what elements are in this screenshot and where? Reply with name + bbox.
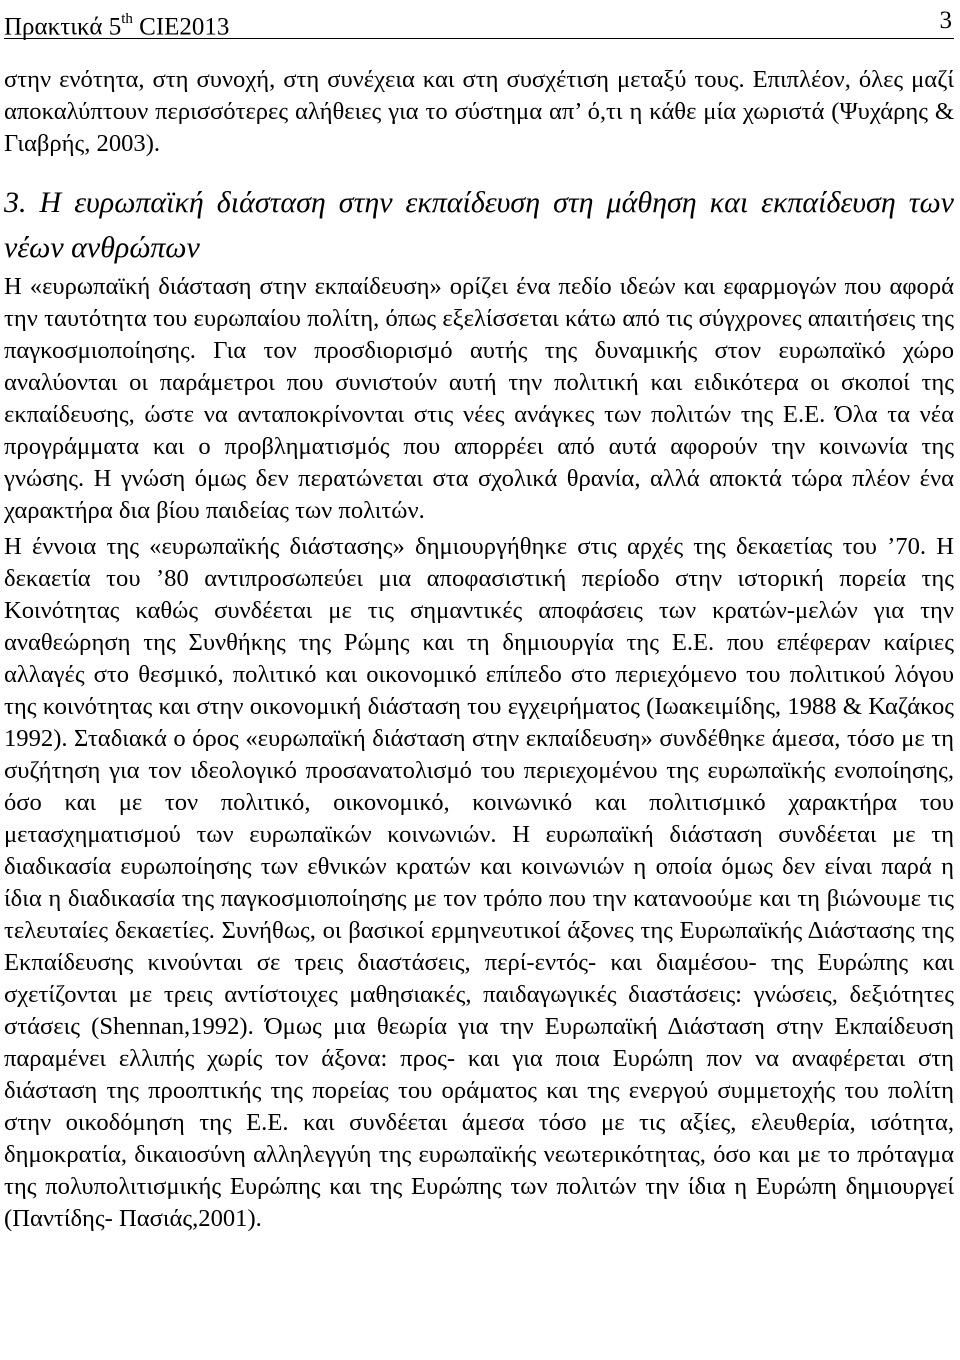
running-title-suffix: CIE2013: [132, 13, 230, 41]
page-body: [4, 64, 954, 1235]
running-title: [4, 6, 229, 42]
intro-paragraph: στην ενότητα, στη συνοχή, στη συνέχεια και στη συσχέτιση μεταξύ τους. Επιπλέον, όλες μαζί αποκαλύπτουν περισσότερες αλήθειες για το σύστημα απ’ ό,τι η κάθε μία χωριστά (Ψυχάρης & Γιαβρής, 2003).: [4, 66, 954, 157]
page-header: [4, 4, 954, 39]
section-heading: 3. Η ευρωπαϊκή διάσταση στην εκπαίδευση στη μάθηση και εκπαίδευση των νέων ανθρώπων: [4, 186, 954, 264]
body-paragraph-2: Η έννοια της «ευρωπαϊκής διάστασης» δημιουργήθηκε στις αρχές της δεκαετίας του ’70. Η δεκαετία του ’80 αντιπροσωπεύει μια αποφασιστική περίοδο στην ιστορική πορεία της Κοινότητας καθώς συνδέεται με τις σημαντικές αποφάσεις των κρατών-μελών για την αναθεώρηση της Συνθήκης της Ρώμης και τη δημιουργία της Ε.Ε. που επέφεραν καίριες αλλαγές στο θεσμικό, πολιτικό και οικονομικό επίπεδο στο περιεχόμενο του πολιτικού λόγου της κοινότητας και στην οικονομική διάσταση του εγχειρήματος (Ιωακειμίδης, 1988 & Καζάκος 1992). Σταδιακά ο όρος «ευρωπαϊκή διάσταση στην εκπαίδευση» συνδέθηκε άμεσα, τόσο με τη συζήτηση για τον ιδεολογικό προσανατολισμό του περιεχομένου της ευρωπαϊκής ενοποίησης, όσο και με τον πολιτικό, οικονομικό, κοινωνικό και πολιτισμικό χαρακτήρα του μετασχηματισμού των ευρωπαϊκών κοινωνιών. Η ευρωπαϊκή διάσταση συνδέεται με τη διαδικασία ευρωποίησης των εθνικών κρατών και κοινωνιών η οποία όμως δεν είναι παρά η ίδια η διαδικασία της παγκοσμιοποίησης με τον τρόπο που την κατανοούμε και τη βιώνουμε τις τελευταίες δεκαετίες. Συνήθως, οι βασικοί ερμηνευτικοί άξονες της Ευρωπαϊκής Διάστασης της Εκπαίδευσης κινούνται σε τρεις διαστάσεις, περί-εντός- και διαμέσου- της Ευρώπης και σχετίζονται με τρεις αντίστοιχες μαθησιακές, παιδαγωγικές διαστάσεις: γνώσεις, δεξιότητες στάσεις (Shennan,1992). Όμως μια θεωρία για την Ευρωπαϊκή Διάσταση στην Εκπαίδευση παραμένει ελλιπής χωρίς τον άξονα: προς- και για ποια Ευρώπη πον να αναφέρεται στη διάσταση της προοπτικής της πορείας του οράματος και της ενεργού συμμετοχής του πολίτη στην οικοδόμηση της Ε.Ε. και συνδέεται άμεσα τόσο με τις αξίες, ελευθερία, ισότητα, δημοκρατία, δικαιοσύνη αλληλεγγύη της ευρωπαϊκής νεωτερικότητας, όσο και με το πρόταγμα της πολυπολιτισμικής Ευρώπης και της Ευρώπης των πολιτών την ίδια η Ευρώπη δημιουργεί (Παντίδης- Πασιάς,2001).: [4, 533, 954, 1232]
running-title-superscript: th: [121, 11, 133, 27]
page-number: 3: [939, 7, 952, 34]
running-title-prefix: Πρακτικά 5: [4, 13, 122, 41]
body-paragraph-1: Η «ευρωπαϊκή διάσταση στην εκπαίδευση» ορίζει ένα πεδίο ιδεών και εφαρμογών που αφορά την ταυτότητα του ευρωπαίου πολίτη, όπως εξελίσσεται κάτω από τις σύγχρονες απαιτήσεις της παγκοσμιοποίησης. Για τον προσδιορισμό αυτής της δυναμικής στον ευρωπαϊκό χώρο αναλύονται οι παράμετροι που συνιστούν αυτή την πολιτική και ειδικότερα οι σκοποί της εκπαίδευσης, ώστε να ανταποκρίνονται στις νέες ανάγκες των πολιτών της Ε.Ε. Όλα τα νέα προγράμματα και ο προβληματισμός που απορρέει από αυτά αφορούν την κοινωνία της γνώσης. Η γνώση όμως δεν περατώνεται στα σχολικά θρανία, αλλά αποκτά τώρα πλέον ένα χαρακτήρα δια βίου παιδείας των πολιτών.: [4, 273, 954, 524]
